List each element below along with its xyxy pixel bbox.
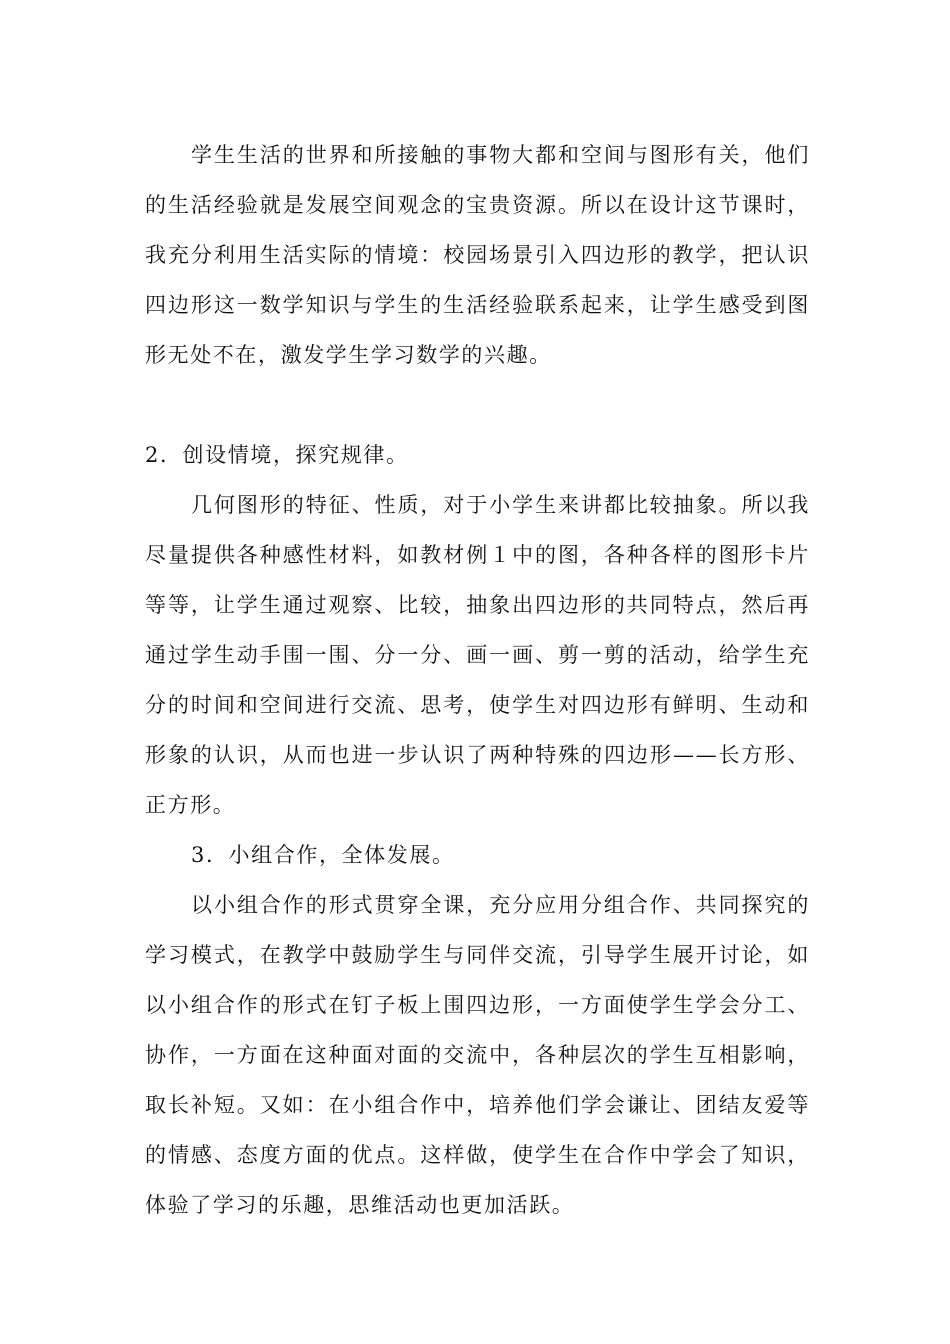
section-heading-2: 2．创设情境，探究规律。 bbox=[145, 443, 409, 467]
paragraph-group-cooperation: 以小组合作的形式贯穿全课，充分应用分组合作、共同探究的学习模式，在教学中鼓励学生与同伴交流，引导学生展开讨论，如以小组合作的形式在钉子板上围四边形，一方面使学生学会分工、协作，一方面在这种面对面的交流中，各种层次的学生互相影响，取长补短。又如：在小组合作中，培养他们学会谦让、团结友爱等的情感、态度方面的优点。这样做，使学生在合作中学会了知识，体验了学习的乐趣，思维活动也更加活跃。 bbox=[145, 893, 810, 1217]
document-body bbox=[145, 130, 810, 1230]
section-heading-3: 3．小组合作，全体发展。 bbox=[191, 843, 455, 867]
paragraph-space-and-shapes-intro: 学生生活的世界和所接触的事物大都和空间与图形有关，他们的生活经验就是发展空间观念的宝贵资源。所以在设计这节课时，我充分利用生活实际的情境：校园场景引入四边形的教学，把认识四边形这一数学知识与学生的生活经验联系起来，让学生感受到图形无处不在，激发学生学习数学的兴趣。 bbox=[145, 143, 810, 367]
paragraph-geometry-features: 几何图形的特征、性质，对于小学生来讲都比较抽象。所以我尽量提供各种感性材料，如教材例１中的图，各种各样的图形卡片等等，让学生通过观察、比较，抽象出四边形的共同特点，然后再通过学生动手围一围、分一分、画一画、剪一剪的活动，给学生充分的时间和空间进行交流、思考，使学生对四边形有鲜明、生动和形象的认识，从而也进一步认识了两种特殊的四边形——长方形、正方形。 bbox=[145, 493, 810, 817]
